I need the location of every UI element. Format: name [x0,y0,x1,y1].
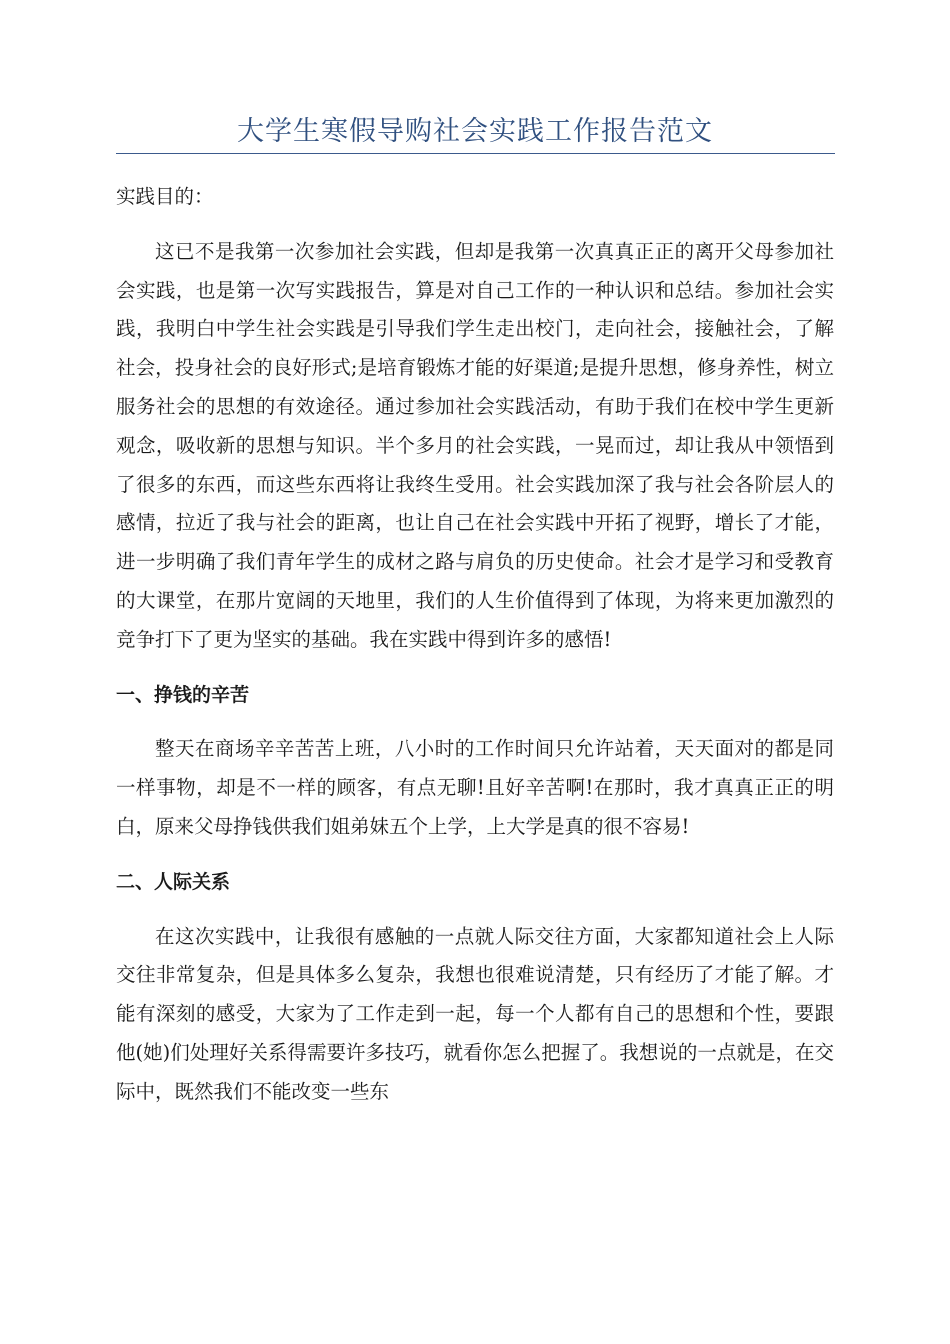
intro-paragraph: 这已不是我第一次参加社会实践，但却是我第一次真真正正的离开父母参加社会实践，也是第一次写实践报告，算是对自己工作的一种认识和总结。参加社会实践，我明白中学生社会实践是引导我们学生走出校门，走向社会，接触社会，了解社会，投身社会的良好形式;是培育锻炼才能的好渠道;是提升思想，修身养性，树立服务社会的思想的有效途径。通过参加社会实践活动，有助于我们在校中学生更新观念，吸收新的思想与知识。半个多月的社会实践，一晃而过，却让我从中领悟到了很多的东西，而这些东西将让我终生受用。社会实践加深了我与社会各阶层人的感情，拉近了我与社会的距离，也让自己在社会实践中开拓了视野，增长了才能，进一步明确了我们青年学生的成材之路与肩负的历史使命。社会才是学习和受教育的大课堂，在那片宽阔的天地里，我们的人生价值得到了体现，为将来更加激烈的竞争打下了更为坚实的基础。我在实践中得到许多的感悟! [116,239,834,651]
section-paragraph-earning: 整天在商场辛辛苦苦上班，八小时的工作时间只允许站着，天天面对的都是同一样事物，却是不一样的顾客，有点无聊!且好辛苦啊!在那时，我才真真正正的明白，原来父母挣钱供我们姐弟妹五个上学，上大学是真的很不容易! [116,737,834,838]
document-title: 大学生寒假导购社会实践工作报告范文 [237,116,713,147]
purpose-label: 实践目的： [116,185,214,208]
document-body [116,178,834,1128]
title-underline [116,153,835,154]
section-heading-earning: 一、挣钱的辛苦 [116,683,250,706]
section-heading-relationships: 二、人际关系 [116,870,231,893]
section-paragraph-relationships: 在这次实践中，让我很有感触的一点就人际交往方面，大家都知道社会上人际交往非常复杂，但是具体多么复杂，我想也很难说清楚，只有经历了才能了解。才能有深刻的感受，大家为了工作走到一起，每一个人都有自己的思想和个性，要跟他(她)们处理好关系得需要许多技巧，就看你怎么把握了。我想说的一点就是，在交际中，既然我们不能改变一些东 [116,924,834,1103]
